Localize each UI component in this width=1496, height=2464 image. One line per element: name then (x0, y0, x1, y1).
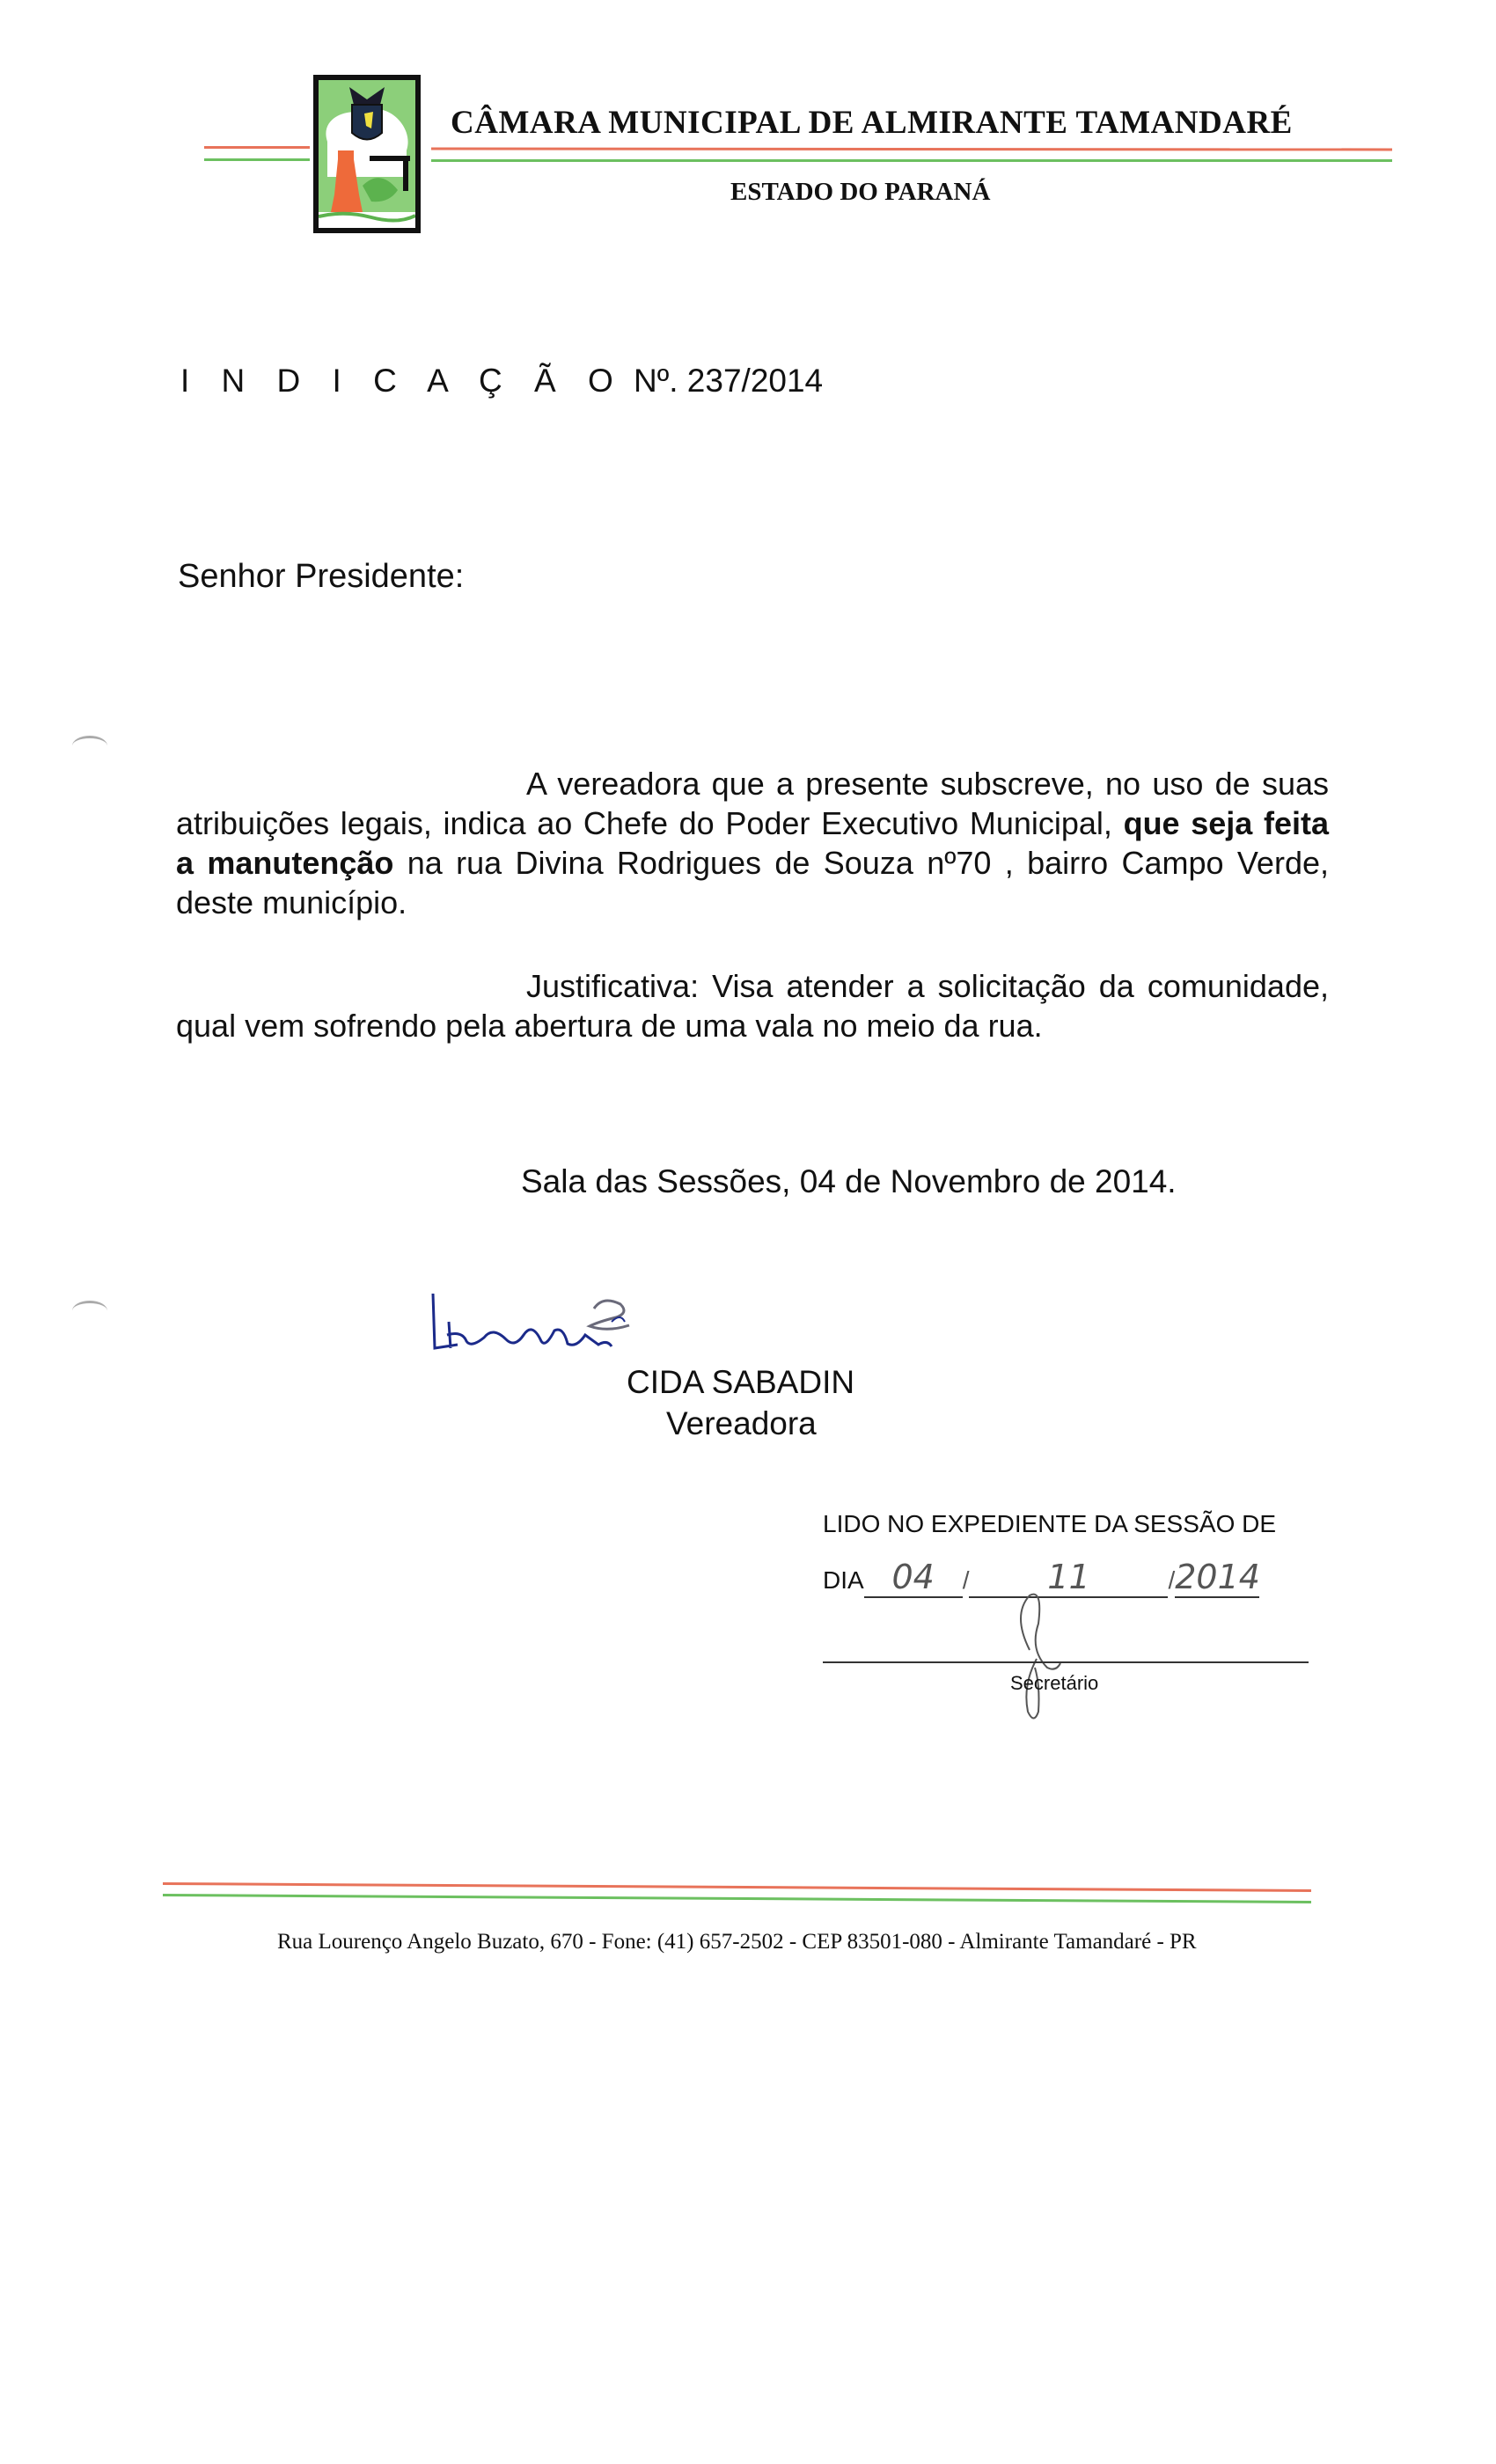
stamp-day: 04 (891, 1558, 935, 1596)
salutation: Senhor Presidente: (178, 558, 465, 595)
justification-text: Justificativa: Visa atender a solicitação da comunidade, qual vem sofrendo pela abertura de uma vala no meio da rua. (176, 968, 1329, 1044)
document-title (180, 363, 823, 400)
secretary-signature-line (823, 1661, 1309, 1663)
request-text-start: A vereadora que a presente subscreve, no uso de suas atribuições legais, indica ao Chefe do Poder Executivo Municipal, (176, 766, 1329, 841)
place-date: Sala das Sessões, 04 de Novembro de 2014. (521, 1163, 1177, 1199)
footer-address: Rua Lourenço Angelo Buzato, 670 - Fone: (41) 657-2502 - CEP 83501-080 - Almirante Tamandaré - PR (277, 1930, 1197, 1954)
stamp-year: 2014 (1175, 1558, 1260, 1596)
secretary-signature (1003, 1588, 1074, 1729)
footer-rule-green (163, 1894, 1311, 1903)
stamp-date: DIA 04 / 11 /2014 (823, 1558, 1260, 1596)
secretary-label: Secretário (1010, 1672, 1099, 1694)
municipal-logo (313, 75, 421, 233)
punch-hole-mark (72, 736, 107, 756)
stamp-title: LIDO NO EXPEDIENTE DA SESSÃO DE (823, 1510, 1277, 1537)
header-rule-green-left (204, 158, 310, 161)
punch-hole-mark (72, 1301, 107, 1321)
signer-role: Vereadora (666, 1405, 817, 1441)
request-text-end: na rua Divina Rodrigues de Souza nº70 , bairro Campo Verde, deste município. (176, 845, 1329, 920)
header-rule-green (431, 159, 1392, 162)
request-text-bold: que seja feita a manutenção (176, 805, 1329, 881)
coat-of-arms-icon (319, 80, 415, 228)
header-rule-red-left (204, 146, 310, 149)
signer-name: CIDA SABADIN (627, 1364, 855, 1400)
stamp-month: 11 (1047, 1558, 1090, 1596)
stamp-date-label: DIA (823, 1566, 864, 1594)
org-state: ESTADO DO PARANÁ (730, 178, 991, 206)
footer-rule-red (163, 1882, 1311, 1892)
header-rule-red (431, 148, 1392, 151)
justification-paragraph (176, 966, 1329, 1045)
org-name: CÂMARA MUNICIPAL DE ALMIRANTE TAMANDARÉ (451, 105, 1293, 141)
request-paragraph (176, 764, 1329, 922)
handwritten-signature (422, 1287, 880, 1366)
document-title-label: I N D I C A Ç Ã O (180, 363, 625, 399)
document-number: Nº. 237/2014 (634, 363, 824, 399)
